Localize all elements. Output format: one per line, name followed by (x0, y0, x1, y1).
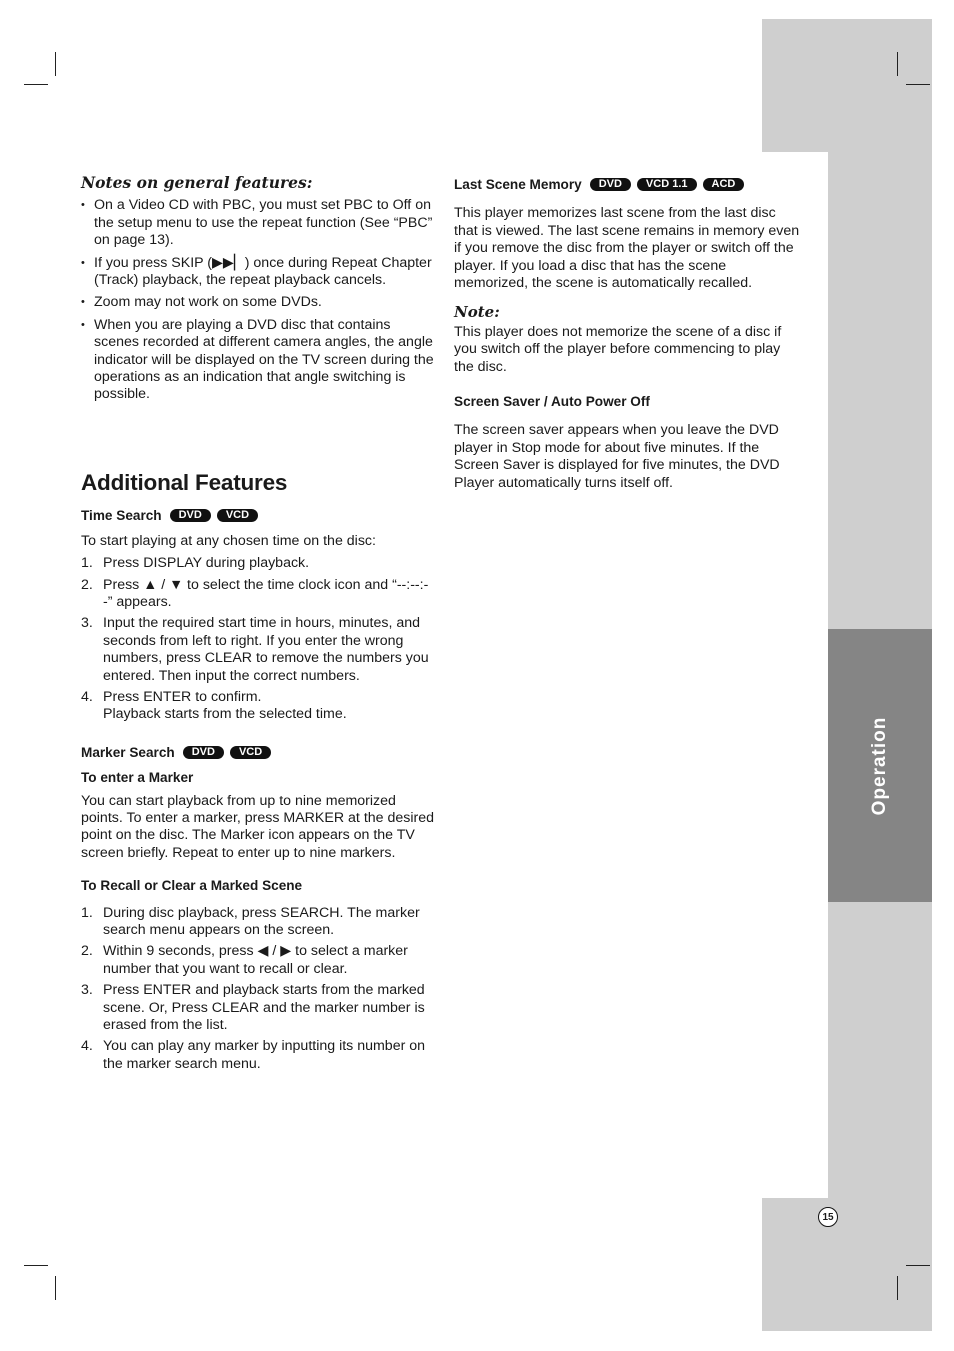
crop-mark (906, 1265, 930, 1266)
list-item: • Zoom may not work on some DVDs. (81, 294, 437, 311)
step-text: During disc playback, press SEARCH. The marker search menu appears on the screen. (103, 904, 420, 938)
time-search-title: Time Search (81, 508, 162, 524)
time-search-intro: To start playing at any chosen time on the disc: (81, 532, 376, 549)
list-item (81, 615, 437, 685)
list-item (81, 1038, 437, 1073)
crop-mark (897, 52, 898, 76)
step-number: 4. (81, 1038, 93, 1055)
step-number: 1. (81, 555, 93, 572)
time-search-steps (81, 555, 437, 724)
disc-badge: DVD (183, 746, 224, 759)
disc-badge: DVD (590, 178, 631, 191)
disc-badge: VCD (230, 746, 271, 759)
notes-title: Notes on general features: (81, 173, 313, 192)
step-text: You can play any marker by inputting its number on the marker search menu. (103, 1038, 426, 1072)
list-item (81, 982, 437, 1034)
crop-mark (55, 52, 56, 76)
last-scene-heading (454, 176, 802, 193)
disc-badge: VCD (217, 509, 258, 522)
disc-badge: VCD 1.1 (637, 178, 697, 191)
screen-saver-text: The screen saver appears when you leave the DVD player in Stop mode for about five minutes. If the Screen Saver is displayed for five minutes, the DVD Player automatically turns itself off. (454, 422, 780, 491)
section-tab (828, 629, 932, 902)
last-scene-text: This player memorizes last scene from the last disc that is viewed. The last scene remains in memory even if you remove the disc from the player or switch off the player. If you load a disc that has the scene memorized, the scene is automatically recalled. (454, 205, 800, 292)
list-item (81, 689, 437, 724)
disc-badge: DVD (170, 509, 211, 522)
enter-marker-title: To enter a Marker (81, 770, 194, 786)
right-column (454, 176, 802, 497)
section-tab-label: Operation (869, 716, 890, 815)
list-item (81, 555, 437, 572)
step-number: 3. (81, 982, 93, 999)
list-item (81, 577, 437, 612)
step-number: 2. (81, 943, 93, 960)
step-number: 4. (81, 688, 93, 705)
crop-mark (24, 1265, 48, 1266)
crop-mark (897, 1276, 898, 1300)
crop-mark (24, 84, 48, 85)
disc-badge: ACD (703, 178, 745, 191)
time-search-heading (81, 507, 437, 524)
step-number: 3. (81, 615, 93, 632)
step-text: Input the required start time in hours, minutes, and seconds from left to right. If you enter the wrong numbers, press CLEAR to remove the numbers you entered. Then input the correct numbers. (103, 615, 429, 684)
recall-marker-title: To Recall or Clear a Marked Scene (81, 878, 303, 894)
list-item (81, 905, 437, 940)
note-title: Note: (454, 303, 500, 322)
crop-mark (55, 1276, 56, 1300)
notes-list (81, 197, 437, 403)
marker-search-heading (81, 744, 437, 761)
step-number: 2. (81, 576, 93, 593)
step-text: Press ENTER to confirm. (103, 688, 262, 705)
last-scene-title: Last Scene Memory (454, 177, 582, 192)
left-column (81, 174, 437, 1077)
crop-mark (906, 84, 930, 85)
screen-saver-title: Screen Saver / Auto Power Off (454, 394, 650, 410)
step-text: Press ENTER and playback starts from the marked scene. Or, Press CLEAR and the marker number is erased from the list. (103, 982, 425, 1034)
step-text: Within 9 seconds, press ◀ / ▶ to select a marker number that you want to recall or clear. (103, 943, 408, 977)
step-text: Playback starts from the selected time. (103, 706, 347, 723)
marker-search-title: Marker Search (81, 744, 175, 760)
page-title: Additional Features (81, 469, 288, 495)
step-text: Press ▲ / ▼ to select the time clock icon and “--:--:--” appears. (103, 576, 429, 610)
list-item: • If you press SKIP (▶▶▏) once during Repeat Chapter (Track) playback, the repeat playback cancels. (81, 255, 437, 290)
enter-marker-text: You can start playback from up to nine memorized points. To enter a marker, press MARKER at the desired point on the disc. The Marker icon appears on the TV screen briefly. Repeat to enter up to nine markers. (81, 792, 435, 861)
note-text: This player does not memorize the scene of a disc if you switch off the player before commencing to play the disc. (454, 323, 782, 375)
list-item: • On a Video CD with PBC, you must set PBC to Off on the setup menu to use the repeat function (See “PBC” on page 13). (81, 197, 437, 249)
step-text: Press DISPLAY during playback. (103, 555, 310, 572)
recall-steps (81, 905, 437, 1074)
step-number: 1. (81, 904, 93, 921)
page-number: 15 (818, 1207, 838, 1227)
list-item (81, 943, 437, 978)
list-item: • When you are playing a DVD disc that contains scenes recorded at different camera angles, the angle indicator will be displayed on the TV screen during the operations as an indication that angle switching is possible. (81, 317, 437, 404)
